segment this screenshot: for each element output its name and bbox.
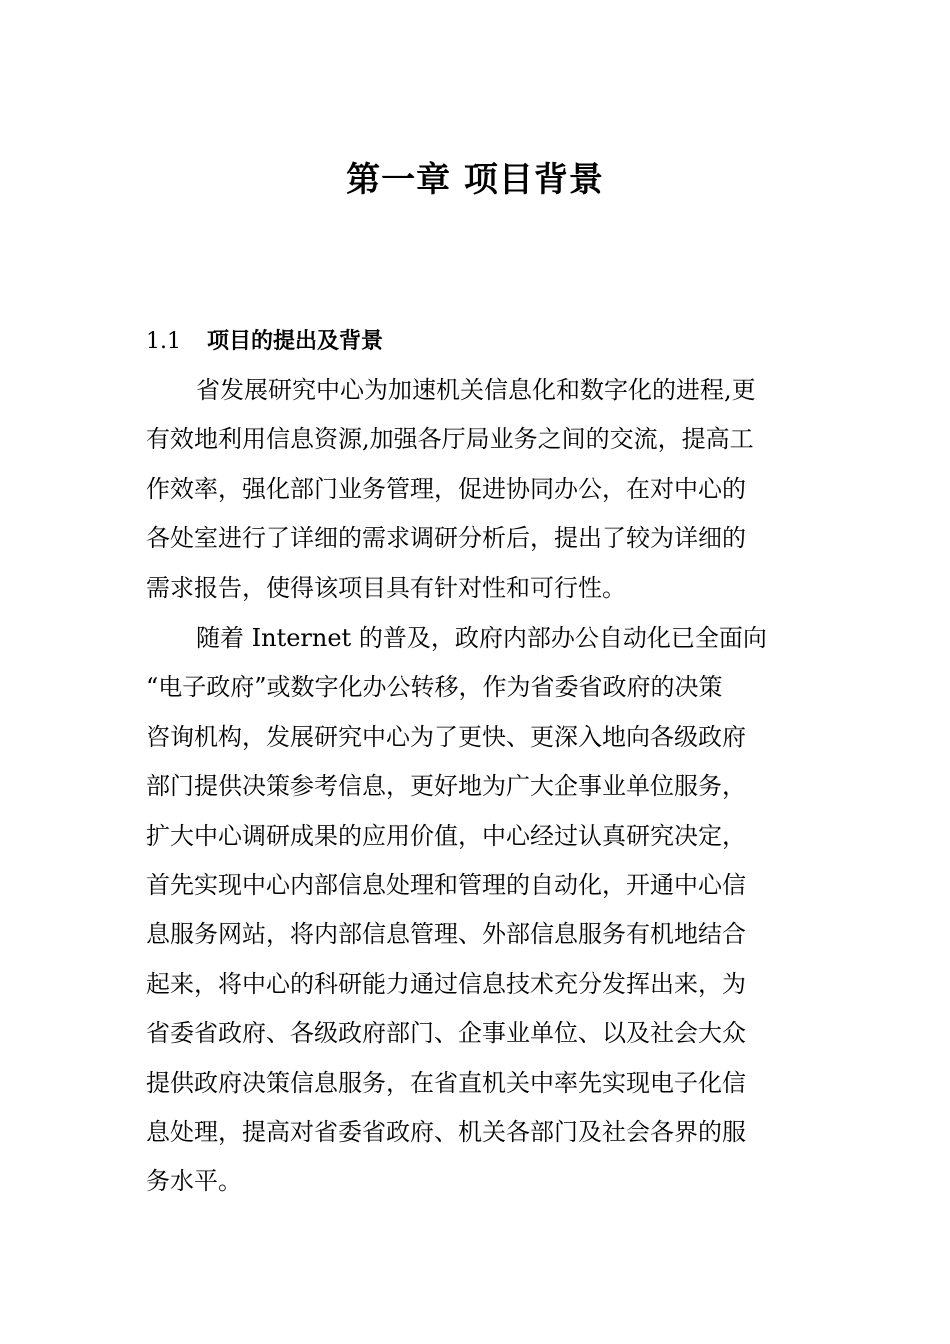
paragraph-2 — [146, 614, 806, 1207]
paragraph-line: 首先实现中心内部信息处理和管理的自动化，开通中心信 — [146, 870, 746, 899]
paragraph-line: 咨询机构，发展研究中心为了更快、更深入地向各级政府 — [146, 722, 746, 751]
paragraph-line: 各处室进行了详细的需求调研分析后，提出了较为详细的 — [146, 524, 746, 553]
paragraph-line: 作效率，强化部门业务管理，促进协同办公，在对中心的 — [146, 474, 746, 503]
paragraph-line: 提供政府决策信息服务，在省直机关中率先实现电子化信 — [146, 1068, 746, 1097]
paragraph-line: 随着 Internet 的普及，政府内部办公自动化已全面向 — [196, 624, 767, 652]
paragraph-line: 部门提供决策参考信息，更好地为广大企事业单位服务， — [146, 772, 746, 801]
paragraph-line: 务水平。 — [146, 1167, 242, 1196]
paragraph-line: 有效地利用信息资源,加强各厅局业务之间的交流，提高工 — [146, 425, 754, 454]
paragraph-line: 需求报告，使得该项目具有针对性和可行性。 — [146, 573, 626, 602]
section-heading — [146, 322, 806, 362]
chapter-title: 第一章 项目背景 — [346, 160, 604, 200]
section-title: 项目的提出及背景 — [207, 329, 384, 354]
paragraph-line: 起来，将中心的科研能力通过信息技术充分发挥出来，为 — [146, 969, 746, 998]
paragraph-line: 省委省政府、各级政府部门、企事业单位、以及社会大众 — [146, 1019, 746, 1048]
section-number: 1.1 — [146, 329, 181, 354]
paragraph-line: 省发展研究中心为加速机关信息化和数字化的进程,更 — [196, 376, 756, 404]
paragraph-line: “电子政府”或数字化办公转移，作为省委省政府的决策 — [146, 673, 723, 702]
paragraph-line: 息处理，提高对省委省政府、机关各部门及社会各界的服 — [146, 1117, 746, 1146]
paragraph-1 — [146, 366, 806, 613]
paragraph-line: 息服务网站，将内部信息管理、外部信息服务有机地结合 — [146, 920, 746, 949]
paragraph-line: 扩大中心调研成果的应用价值，中心经过认真研究决定， — [146, 821, 746, 850]
